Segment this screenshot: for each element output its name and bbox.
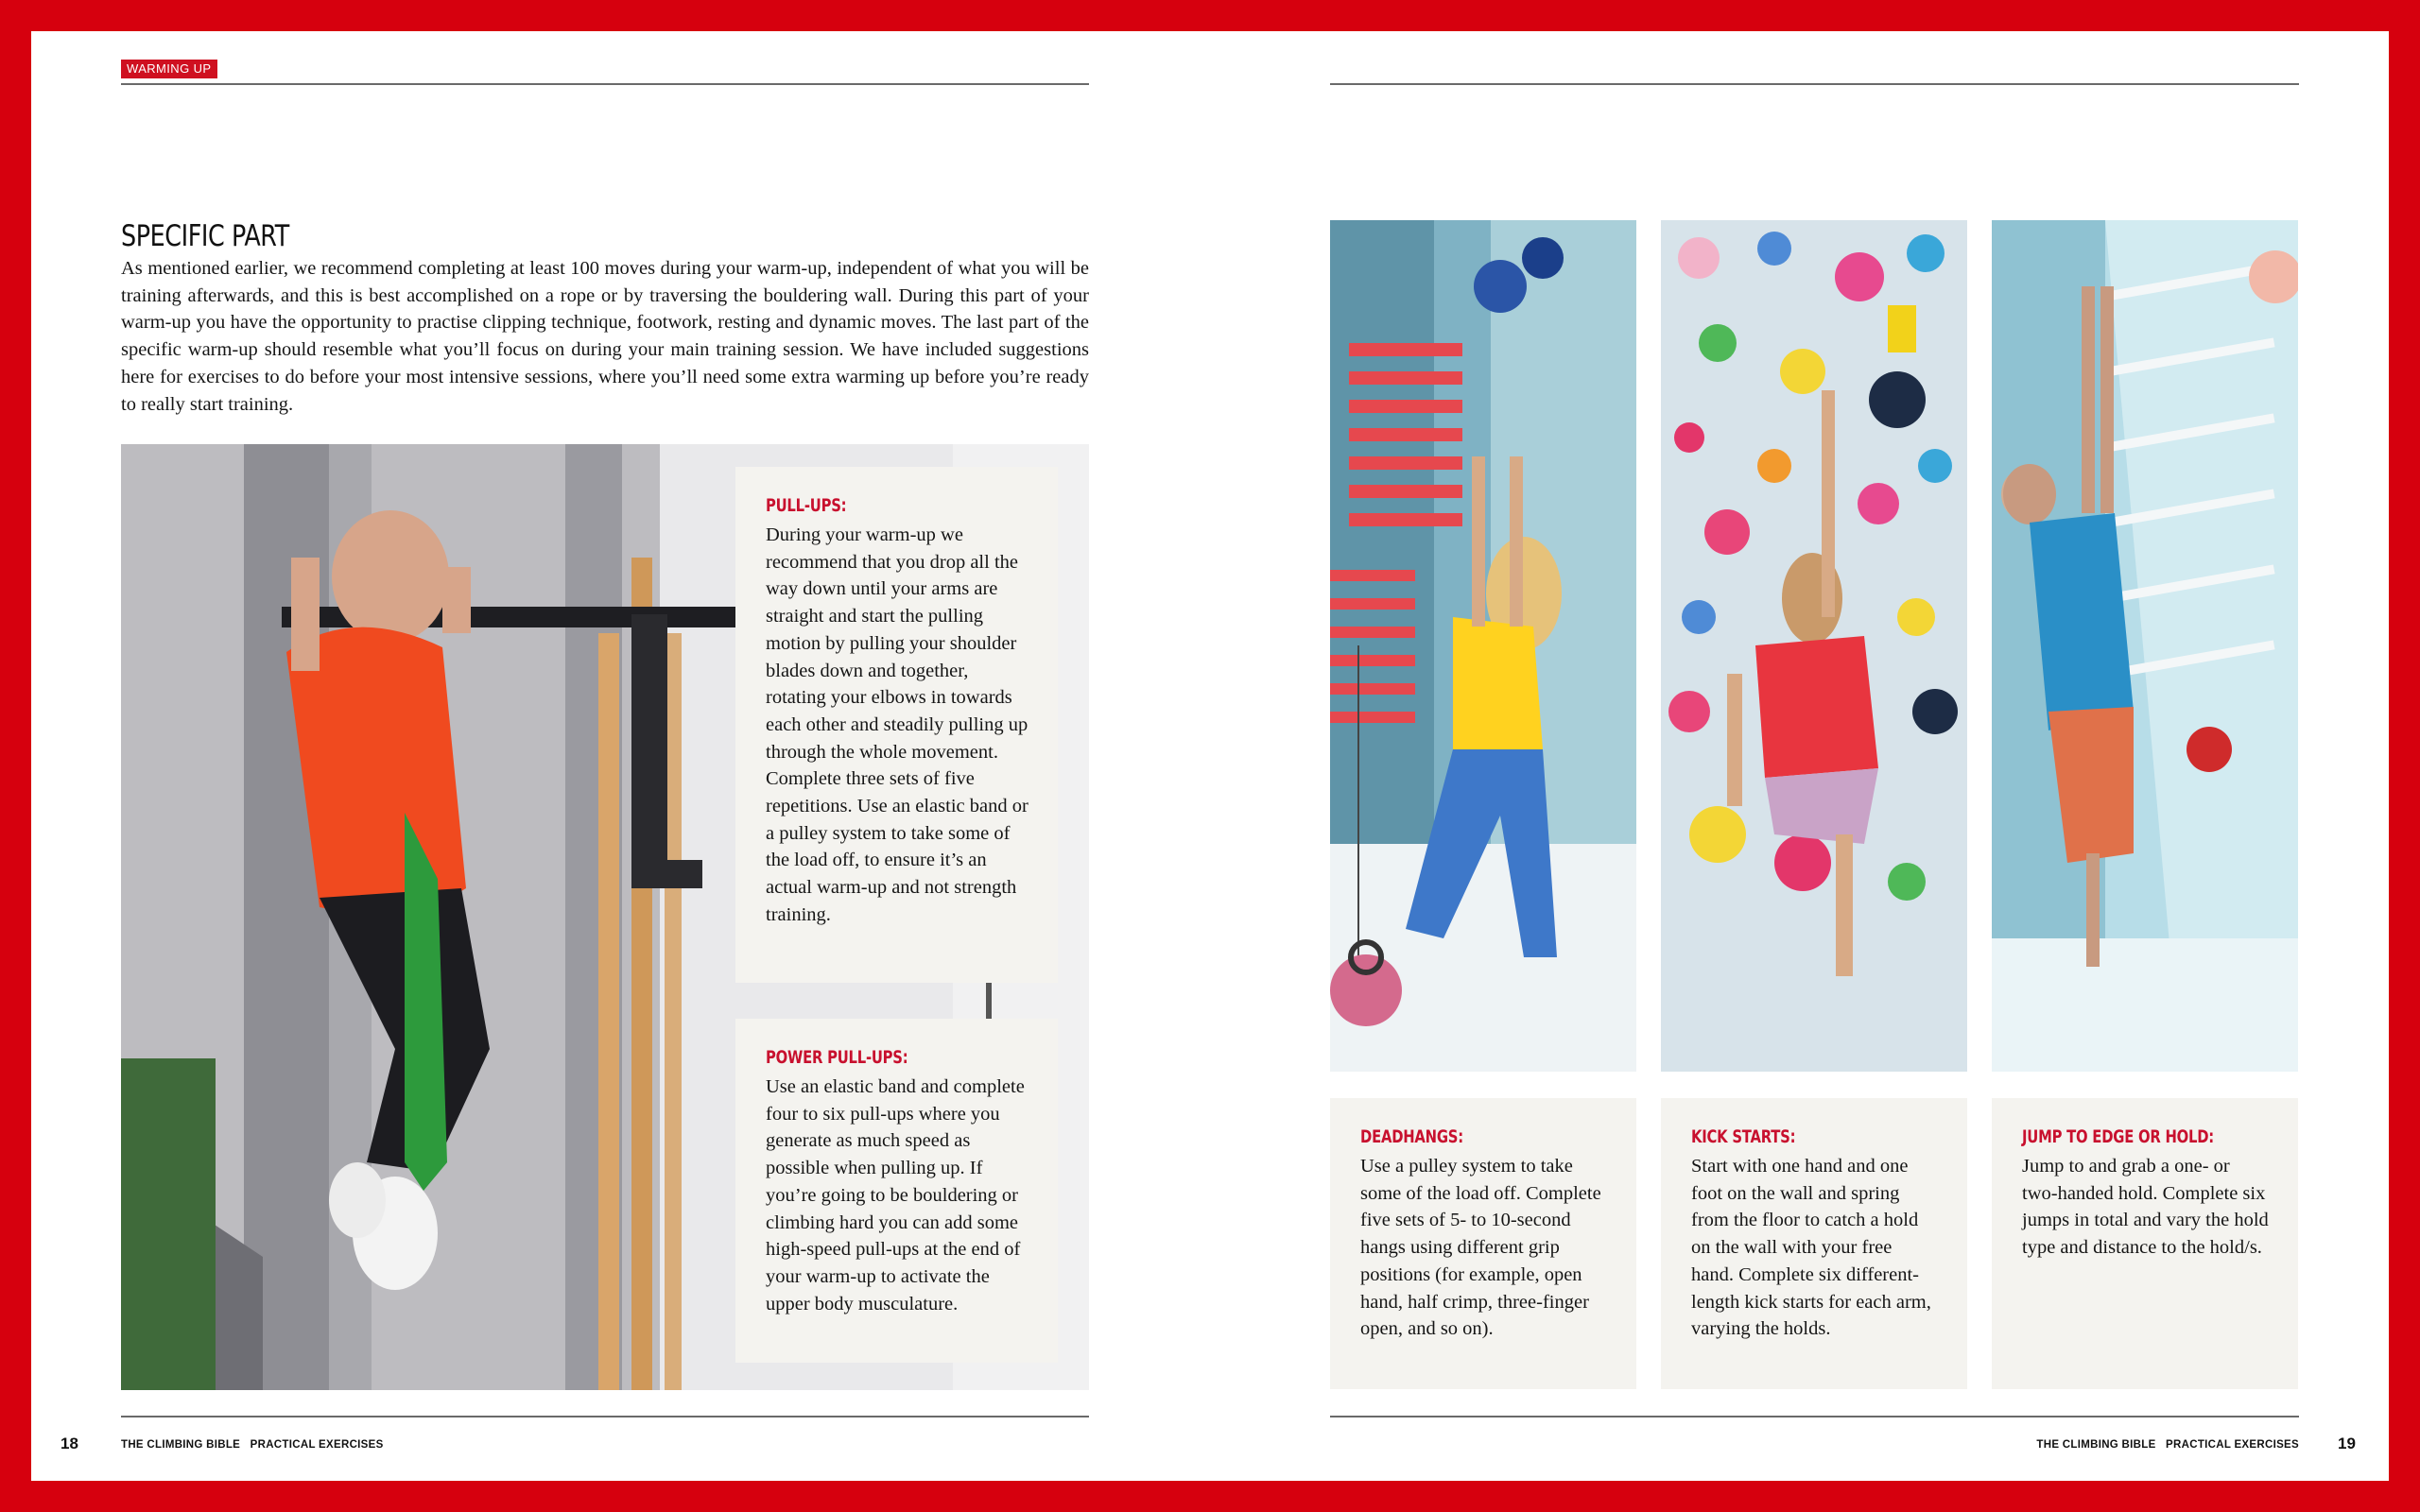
kick-starts-text: Start with one hand and one foot on the wall and spring from the floor to catch a hold on the wall with your free hand. Complete six different-length kick starts for each arm, varying the holds. — [1691, 1156, 1931, 1340]
power-pull-ups-title: POWER PULL-UPS: — [766, 1047, 908, 1068]
header-rule-left — [121, 83, 1089, 85]
intro-paragraph: As mentioned earlier, we recommend completing at least 100 moves during your warm-up, independent of what you will be training afterwards, and this is best accomplished on a rope or by traversing the bouldering wall. During this part of your warm-up you have the opportunity to practise clipping technique, footwork, resting and dynamic moves. The last part of the specific warm-up should resemble what you’ll focus on during your main training session. We have included suggestions here for exercises to do before your most intensive sessions, where you’ll need some extra warming up before you’re ready to really start training. — [121, 258, 1089, 415]
jump-to-edge-title: JUMP TO EDGE OR HOLD: — [2022, 1126, 2214, 1147]
left-page-number: 18 — [60, 1435, 78, 1452]
power-pull-ups-text: Use an elastic band and complete four to six pull-ups where you generate as much speed as possible when pulling up. If you’re going to be bouldering or climbing hard you can add some high-speed pull-ups at the end of your warm-up to activate the upper body musculature. — [766, 1076, 1025, 1314]
deadhangs-text: Use a pulley system to take some of the load off. Complete five sets of 5- to 10-second hangs using different grip positions (for example, open hand, half crimp, three-finger open, and so on). — [1360, 1156, 1601, 1340]
jump-to-edge-box — [1992, 1098, 2298, 1389]
deadhangs-title: DEADHANGS: — [1360, 1126, 1463, 1147]
left-running-title: THE CLIMBING BIBLE PRACTICAL EXERCISES — [121, 1439, 384, 1451]
deadhang-photo — [1330, 220, 1636, 1072]
kick-start-photo — [1661, 220, 1967, 1072]
pull-ups-box — [735, 467, 1058, 983]
deadhangs-box — [1330, 1098, 1636, 1389]
footer-rule-left — [121, 1416, 1089, 1418]
right-running-title: THE CLIMBING BIBLE PRACTICAL EXERCISES — [2036, 1439, 2299, 1451]
header-rule-right — [1330, 83, 2299, 85]
power-pull-ups-box — [735, 1019, 1058, 1363]
section-tag: WARMING UP — [121, 60, 217, 78]
jump-to-edge-text: Jump to and grab a one- or two-handed hold. Complete six jumps in total and vary the hold type and distance to the hold/s. — [2022, 1156, 2269, 1259]
jump-photo — [1992, 220, 2298, 1072]
kick-starts-title: KICK STARTS: — [1691, 1126, 1796, 1147]
right-page-number: 19 — [2338, 1435, 2356, 1452]
pull-ups-title: PULL-UPS: — [766, 495, 847, 516]
page-heading: SPECIFIC PART — [121, 219, 289, 253]
footer-rule-right — [1330, 1416, 2299, 1418]
pull-ups-text: During your warm-up we recommend that you drop all the way down until your arms are straight and start the pulling motion by pulling your shoulder blades down and together, rotating your elbows in towards each other and steadily pulling up through the whole movement. Complete three sets of five repetitions. Use an elastic band or a pulley system to take some of the load off, to ensure it’s an actual warm-up and not strength training. — [766, 524, 1028, 925]
kick-starts-box — [1661, 1098, 1967, 1389]
